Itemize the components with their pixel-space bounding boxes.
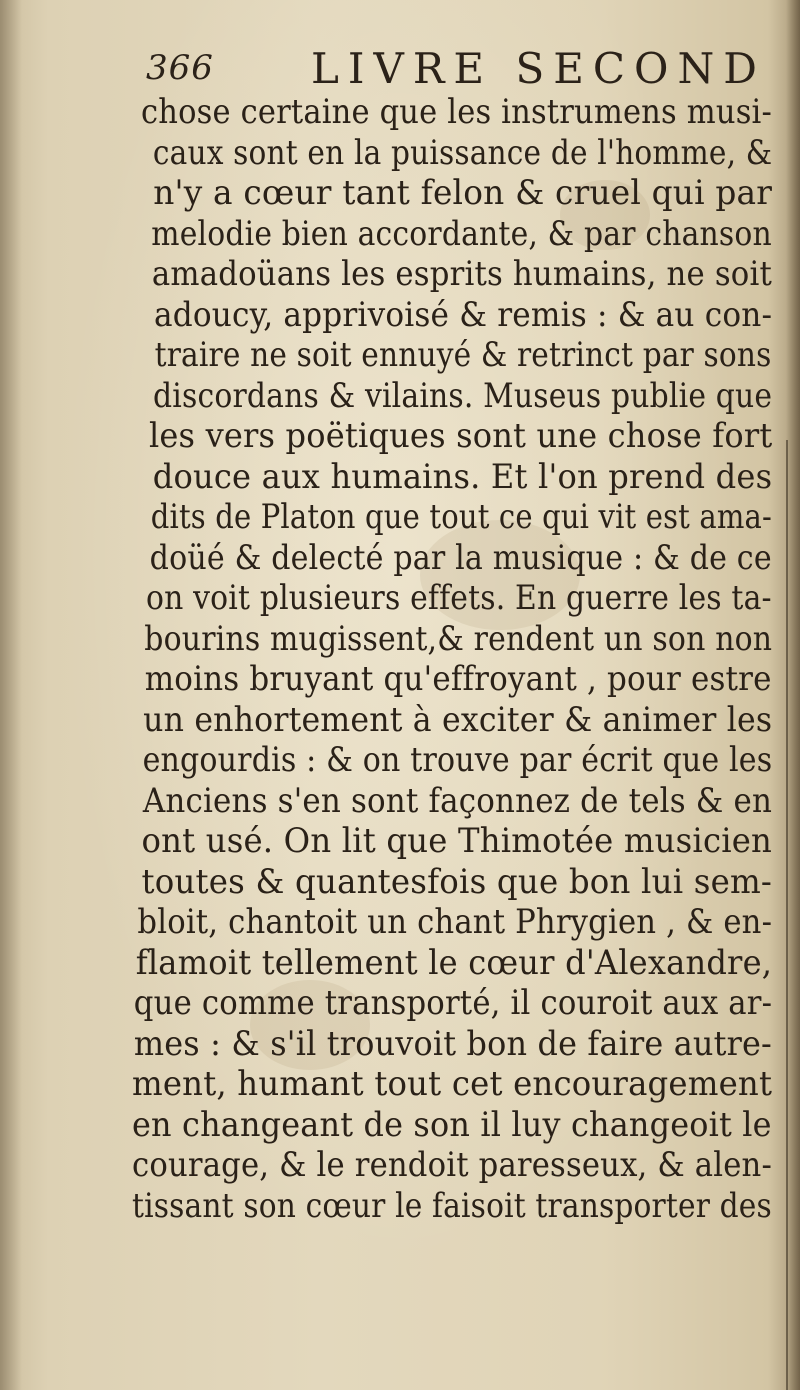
text-line: flamoit tellement le cœur d'Alexandre, [135, 942, 773, 983]
text-line: doüé & delecté par la musique : & de ce [149, 537, 772, 578]
text-line: dits de Platon que tout ce qui vit est ama- [150, 497, 772, 537]
text-line: n'y a cœur tant felon & cruel qui par [153, 173, 773, 213]
text-line: bourins mugissent,& rendent un son non [144, 618, 773, 659]
text-line: mes : & s'il trouvoit bon de faire autre- [133, 1023, 773, 1064]
text-line: discordans & vilains. Museus publie que [153, 375, 773, 416]
text-line: toutes & quantesfois que bon lui sem- [141, 861, 773, 902]
text-line: caux sont en la puissance de l'homme, & [152, 132, 773, 173]
page-number: 366 [146, 48, 214, 88]
text-line: adoucy, apprivoisé & remis : & au con- [153, 294, 773, 335]
text-line: bloit, chantoit un chant Phrygien , & en- [137, 902, 773, 942]
text-line: engourdis : & on trouve par écrit que les [142, 740, 773, 780]
page-header [146, 40, 766, 100]
text-line: les vers poëtiques sont une chose fort [148, 416, 773, 456]
body-text [132, 92, 792, 1226]
text-line: traire ne soit ennuyé & retrinct par sons [154, 335, 772, 375]
text-line: un enhortement à exciter & animer les [143, 699, 773, 740]
gutter-shadow [0, 0, 22, 1390]
text-line: ont usé. On lit que Thimotée musicien [141, 821, 773, 861]
page-edge-line [786, 440, 788, 1390]
text-line: que comme transporté, il couroit aux ar- [133, 983, 773, 1023]
text-line: amadoüans les esprits humains, ne soit [151, 254, 773, 294]
running-title: LIVRE SECOND [311, 44, 766, 93]
text-line: chose certaine que les instrumens musi- [140, 92, 772, 132]
text-line: on voit plusieurs effets. En guerre les ta- [146, 578, 772, 618]
text-line: ment, humant tout cet encouragement [132, 1064, 773, 1104]
text-line: courage, & le rendoit paresseux, & alen- [132, 1145, 772, 1185]
page-edge-shadow [786, 0, 800, 1390]
text-line: moins bruyant qu'effroyant , pour estre [144, 659, 772, 699]
text-line: douce aux humains. Et l'on prend des [152, 456, 773, 497]
text-line: Anciens s'en sont façonnez de tels & en [142, 780, 773, 821]
text-line: melodie bien accordante, & par chanson [151, 213, 772, 254]
text-line: tissant son cœur le faisoit transporter des [132, 1185, 772, 1226]
text-line: en changeant de son il luy changeoit le [132, 1104, 772, 1145]
